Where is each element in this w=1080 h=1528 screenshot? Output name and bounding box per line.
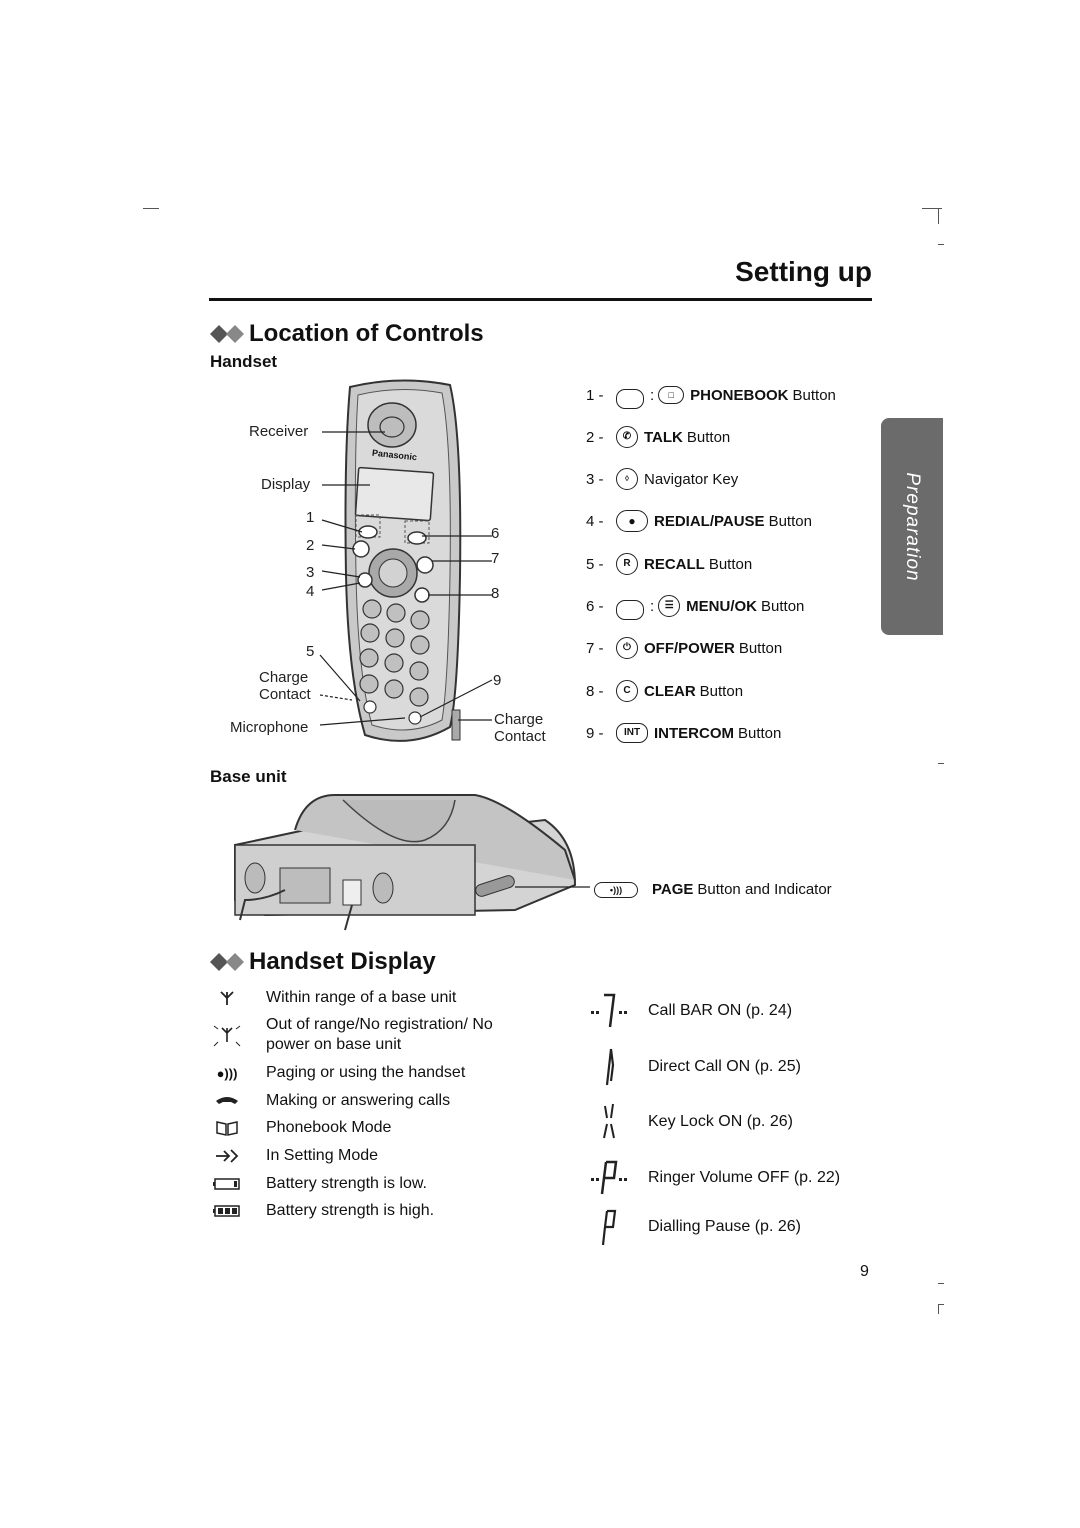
key-lock-icon <box>586 1097 632 1147</box>
control-row-redial <box>586 506 812 536</box>
ringer-off-icon <box>586 1153 632 1203</box>
crop-mark <box>938 1304 944 1305</box>
display-item <box>212 1091 516 1111</box>
battery-low-icon <box>212 1174 242 1194</box>
phonebook-button-icon <box>616 389 644 409</box>
book-icon: □ <box>658 386 684 404</box>
control-number: 9 - <box>586 724 604 742</box>
book-icon <box>212 1118 242 1138</box>
recall-button-icon: R <box>616 553 638 575</box>
display-item <box>212 1063 516 1083</box>
control-suffix: Button <box>792 386 836 404</box>
control-number: 7 - <box>586 639 604 657</box>
location-title: Location of Controls <box>249 320 484 347</box>
display-title: Handset Display <box>249 948 436 975</box>
label-5: 5 <box>306 643 315 660</box>
display-status-item <box>586 986 792 1036</box>
brand-logo: Panasonic <box>371 447 418 463</box>
page-button-row <box>594 881 832 898</box>
label-receiver: Receiver <box>249 423 309 440</box>
display-status-item <box>586 1153 840 1203</box>
display-item-text: Phonebook Mode <box>266 1119 392 1136</box>
base-unit-heading: Base unit <box>210 767 287 786</box>
display-item <box>212 1146 516 1166</box>
label-1: 1 <box>306 509 315 526</box>
control-number: 1 - <box>586 386 604 404</box>
display-item-text: Within range of a base unit <box>266 989 457 1006</box>
page-button-name: PAGE <box>652 881 694 898</box>
label-display: Display <box>261 476 311 493</box>
navigator-key-icon: ◊ <box>616 468 638 490</box>
display-status-item <box>586 1097 793 1147</box>
display-item-text: Out of range/No registration/ No power on base unit <box>266 1016 493 1053</box>
crop-mark <box>938 1304 939 1314</box>
control-name: OFF/POWER <box>644 639 735 657</box>
dialling-pause-icon <box>586 1202 632 1252</box>
control-name: REDIAL/PAUSE <box>654 512 765 530</box>
control-suffix: Button <box>738 639 783 657</box>
crop-mark <box>938 244 944 245</box>
crop-mark <box>143 208 159 209</box>
display-item-text: Paging or using the handset <box>266 1064 466 1081</box>
section-tab <box>881 418 943 635</box>
control-row-navigator <box>586 464 738 494</box>
control-suffix: Button <box>768 512 812 530</box>
crop-mark <box>922 208 942 209</box>
antenna-flashing-icon <box>212 1015 242 1055</box>
title-rule <box>209 298 872 301</box>
base-unit-illustration <box>225 790 590 935</box>
control-name: PHONEBOOK <box>690 386 789 404</box>
separator: : <box>650 386 655 404</box>
display-item <box>212 1118 516 1138</box>
setting-arrow-icon <box>212 1146 242 1166</box>
separator: : <box>650 597 655 615</box>
label-charge-left-1: Charge <box>259 669 309 686</box>
control-name: CLEAR <box>644 682 696 700</box>
control-row-power <box>586 633 782 663</box>
label-8: 8 <box>491 585 500 602</box>
diamond-bullet-icon <box>210 325 246 343</box>
display-status-item <box>586 1202 801 1252</box>
control-number: 3 - <box>586 470 604 488</box>
label-7: 7 <box>491 550 500 567</box>
display-item-text: Battery strength is low. <box>266 1175 427 1192</box>
control-number: 2 - <box>586 428 604 446</box>
label-4: 4 <box>306 583 315 600</box>
control-row-recall <box>586 549 752 579</box>
battery-high-icon <box>212 1201 242 1221</box>
redial-pause-button-icon: ● <box>616 510 648 532</box>
label-6: 6 <box>491 525 500 542</box>
control-number: 5 - <box>586 555 604 573</box>
label-charge-left-2: Contact <box>259 686 311 703</box>
clear-button-icon: C <box>616 680 638 702</box>
page-button-suffix: Button and Indicator <box>697 881 832 898</box>
label-charge-right-1: Charge <box>494 711 544 728</box>
display-item <box>212 1015 516 1055</box>
crop-mark <box>938 208 939 224</box>
control-row-phonebook <box>586 380 836 410</box>
control-number: 6 - <box>586 597 604 615</box>
display-status-text: Call BAR ON (p. 24) <box>648 1002 793 1019</box>
control-suffix: Button <box>686 428 731 446</box>
label-charge-right-2: Contact <box>494 728 546 745</box>
call-bar-icon <box>586 986 632 1036</box>
display-status-text: Dialling Pause (p. 26) <box>648 1218 801 1235</box>
page-number: 9 <box>860 1263 869 1280</box>
display-status-text: Direct Call ON (p. 25) <box>648 1058 801 1075</box>
control-suffix: Button <box>738 724 782 742</box>
location-heading <box>210 320 484 348</box>
control-suffix: Button <box>699 682 744 700</box>
control-suffix: Navigator Key <box>644 470 739 488</box>
control-number: 4 - <box>586 512 604 530</box>
diamond-bullet-icon <box>210 953 246 971</box>
handset-heading: Handset <box>210 352 278 371</box>
control-name: TALK <box>644 428 683 446</box>
display-status-text: Ringer Volume OFF (p. 22) <box>648 1169 841 1186</box>
control-row-clear <box>586 676 743 706</box>
label-2: 2 <box>306 537 315 554</box>
page-title: Setting up <box>735 256 872 287</box>
antenna-icon <box>212 988 242 1008</box>
menu-ok-icon: ☰ <box>658 595 680 617</box>
label-9: 9 <box>493 672 502 689</box>
paging-icon: ●))) <box>216 1065 238 1081</box>
section-tab-label: Preparation <box>902 471 923 582</box>
direct-call-icon <box>586 1042 632 1092</box>
control-row-menu <box>586 591 804 621</box>
control-row-intercom <box>586 718 781 748</box>
label-microphone: Microphone <box>230 719 309 736</box>
control-name: MENU/OK <box>686 597 758 615</box>
display-item-text: Making or answering calls <box>266 1092 451 1109</box>
page-button-icon: •))) <box>594 882 638 898</box>
control-suffix: Button <box>761 597 805 615</box>
intercom-button-icon: INT <box>616 723 648 743</box>
talk-button-icon: ✆ <box>616 426 638 448</box>
control-name: RECALL <box>644 555 705 573</box>
control-name: INTERCOM <box>654 724 734 742</box>
label-3: 3 <box>306 564 315 581</box>
menu-button-icon <box>616 600 644 620</box>
display-heading <box>210 948 436 976</box>
crop-mark <box>938 763 944 764</box>
control-row-talk <box>586 422 730 452</box>
phone-handset-icon <box>212 1091 242 1111</box>
crop-mark <box>938 1283 944 1284</box>
display-item-text: In Setting Mode <box>266 1147 379 1164</box>
display-status-text: Key Lock ON (p. 26) <box>648 1113 793 1130</box>
display-item <box>212 1174 516 1194</box>
display-status-item <box>586 1042 801 1092</box>
off-power-button-icon: ⏻ <box>616 637 638 659</box>
display-item-text: Battery strength is high. <box>266 1202 435 1219</box>
control-suffix: Button <box>708 555 753 573</box>
display-item <box>212 1201 516 1221</box>
display-item <box>212 988 516 1008</box>
control-number: 8 - <box>586 682 604 700</box>
